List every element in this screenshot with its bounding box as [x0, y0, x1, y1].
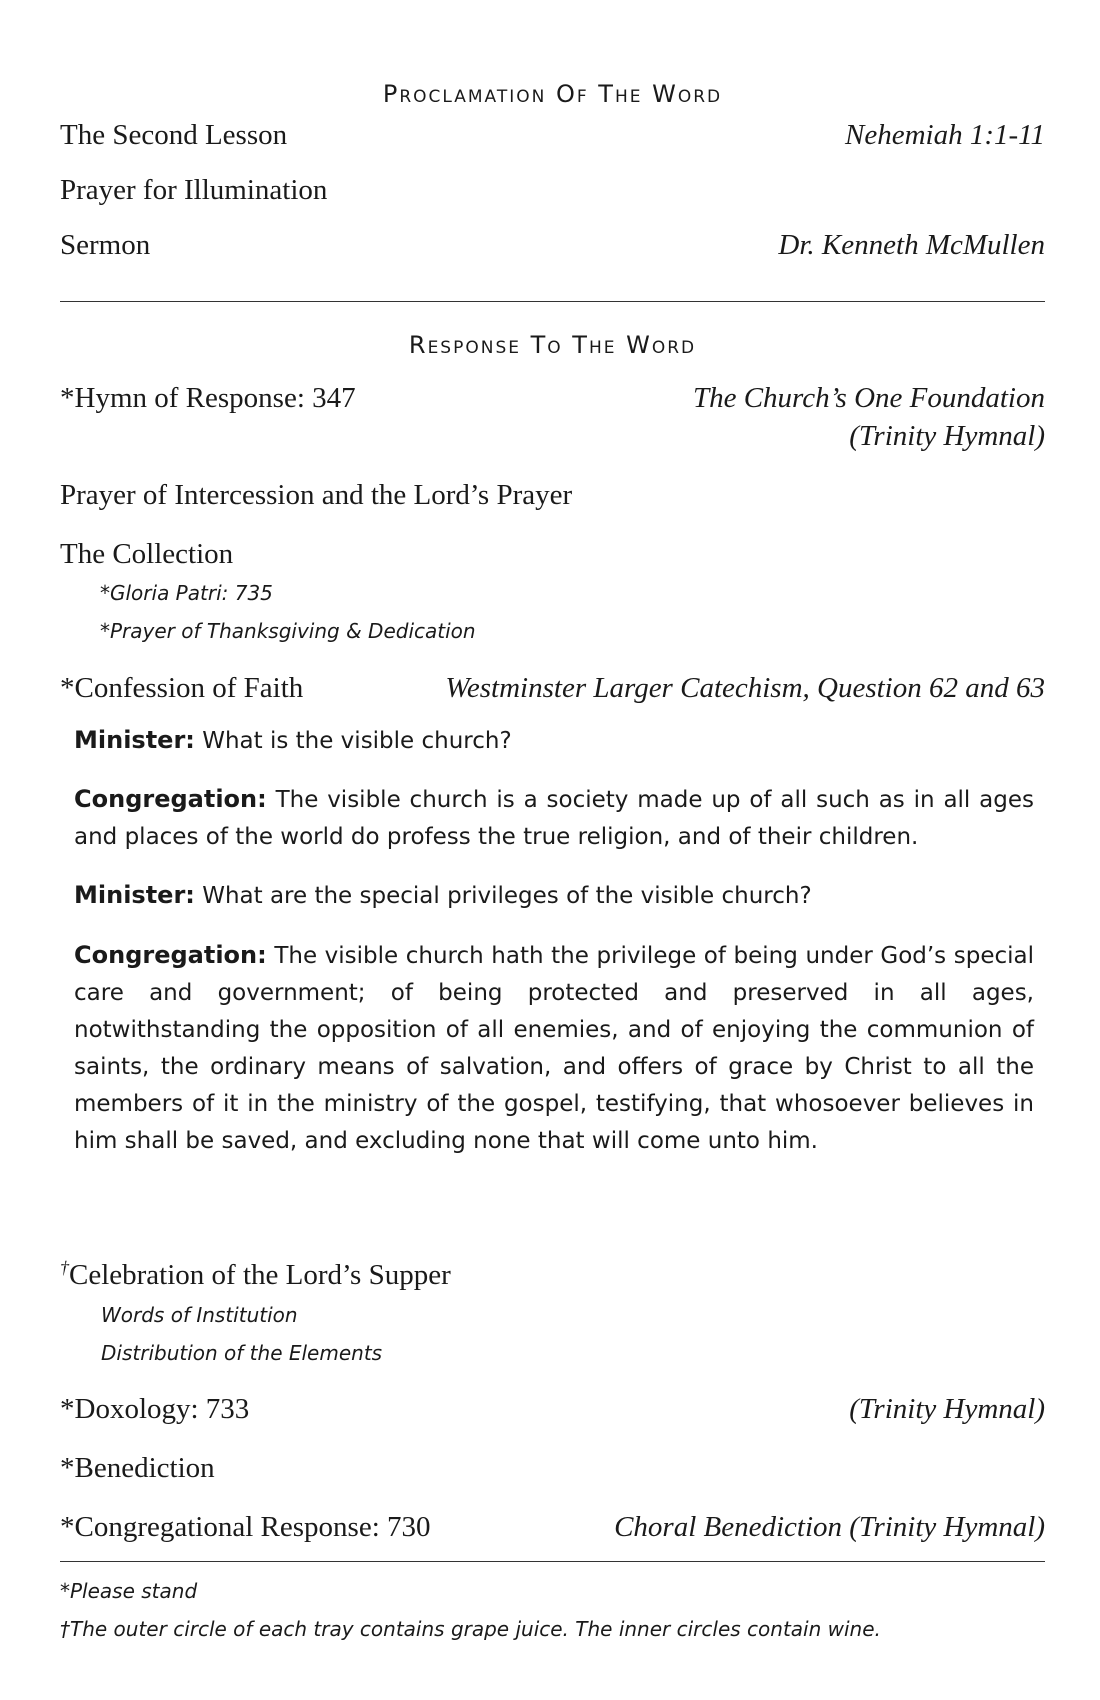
second-lesson-reference: Nehemiah 1:1-11	[845, 119, 1045, 151]
prayer-intercession: Prayer of Intercession and the Lord’s Prayer	[60, 479, 573, 511]
sermon-preacher: Dr. Kenneth McMullen	[778, 229, 1045, 261]
speaker-congregation: Congregation:	[74, 785, 267, 813]
dialog-text: The visible church is a society made up of all such as in all ages and places of the world do profess the true religion, and of their children.	[74, 787, 1034, 850]
gloria-patri: *Gloria Patri: 735	[100, 581, 273, 605]
speaker-minister: Minister:	[74, 881, 195, 909]
collection-label: The Collection	[60, 538, 234, 570]
hymn-response-label: *Hymn of Response: 347	[60, 382, 356, 414]
lords-supper-label: Celebration of the Lord’s Supper	[69, 1259, 451, 1291]
divider-2	[60, 1561, 1045, 1562]
footnote-stand: *Please stand	[60, 1579, 198, 1603]
dialog-line-3	[74, 877, 1034, 915]
speaker-congregation: Congregation:	[74, 941, 267, 969]
cong-response-source: Choral Benediction (Trinity Hymnal)	[614, 1511, 1045, 1543]
dialog-text: The visible church hath the privilege of being under God’s special care and government; of being protected and preserved in all ages, notwithstanding the opposition of all enemies, and of enjoying the communion of saints, the ordinary means of salvation, and offers of grace by Christ to all the members of it in the ministry of the gospel, testifying, that whosoever believes in him shall be saved, and excluding none that will come unto him.	[74, 943, 1034, 1154]
dialog-line-4	[74, 937, 1034, 1160]
dagger-mark: †	[60, 1257, 69, 1278]
dialog-text: What are the special privileges of the visible church?	[202, 883, 812, 909]
cong-response-label: *Congregational Response: 730	[60, 1511, 431, 1543]
prayer-illumination: Prayer for Illumination	[60, 174, 328, 206]
sermon-label: Sermon	[60, 229, 151, 261]
doxology-source: (Trinity Hymnal)	[849, 1393, 1045, 1425]
prayer-thanksgiving: *Prayer of Thanksgiving & Dedication	[100, 619, 476, 643]
divider-1	[60, 301, 1045, 302]
hymn-response-title: The Church’s One Foundation	[692, 382, 1045, 414]
doxology-label: *Doxology: 733	[60, 1393, 250, 1425]
dialog-text: What is the visible church?	[202, 728, 512, 754]
response-heading: Response To The Word	[408, 331, 697, 359]
confession-source: Westminster Larger Catechism, Question 62 and 63	[445, 672, 1045, 704]
dialog-line-1	[74, 722, 1034, 760]
bulletin-page	[60, 0, 1045, 1700]
hymn-response-source: (Trinity Hymnal)	[849, 420, 1045, 452]
lords-supper	[60, 1257, 451, 1293]
footnote-tray: †The outer circle of each tray contains grape juice. The inner circles contain wine.	[60, 1617, 881, 1641]
benediction: *Benediction	[60, 1452, 215, 1484]
dialog-line-2	[74, 781, 1034, 856]
second-lesson-label: The Second Lesson	[60, 119, 288, 151]
proclamation-heading: Proclamation Of The Word	[382, 80, 723, 108]
distribution-elements: Distribution of the Elements	[101, 1341, 383, 1365]
speaker-minister: Minister:	[74, 726, 195, 754]
words-institution: Words of Institution	[101, 1303, 298, 1327]
confession-label: *Confession of Faith	[60, 672, 304, 704]
